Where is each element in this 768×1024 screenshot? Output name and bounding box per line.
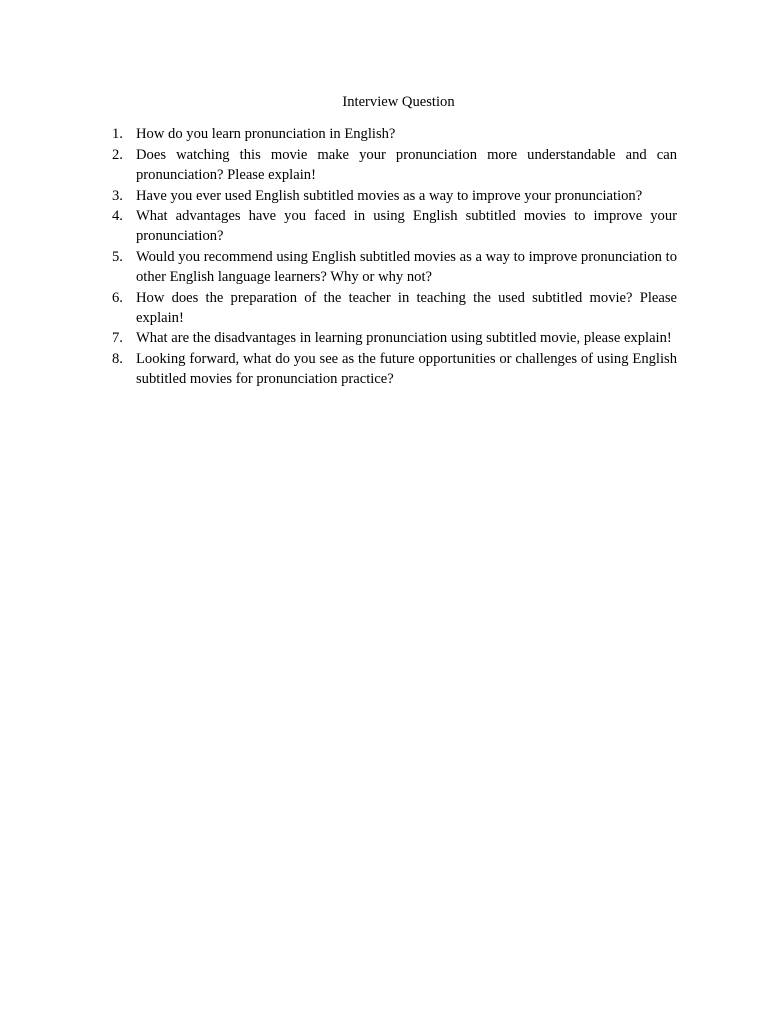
question-text: What are the disadvantages in learning pronunciation using subtitled movie, please explain!: [136, 330, 672, 347]
list-item: [112, 124, 677, 144]
list-item: [112, 206, 677, 247]
question-number: 6.: [112, 289, 123, 306]
question-text: Looking forward, what do you see as the future opportunities or challenges of using English subtitled movies for pronunciation practice?: [136, 350, 677, 388]
question-text: Does watching this movie make your pronunciation more understandable and can pronunciation? Please explain!: [136, 146, 677, 184]
question-number: 7.: [112, 330, 123, 347]
question-number: 3.: [112, 187, 123, 204]
question-number: 4.: [112, 208, 123, 225]
question-number: 5.: [112, 248, 123, 265]
question-list: [112, 124, 677, 389]
list-item: [112, 328, 677, 348]
list-item: [112, 145, 677, 186]
document-content: [112, 92, 677, 390]
page-title: Interview Question: [342, 94, 455, 110]
question-text: Have you ever used English subtitled movies as a way to improve your pronunciation?: [136, 187, 643, 204]
question-number: 2.: [112, 146, 123, 163]
question-number: 1.: [112, 126, 123, 143]
question-text: How does the preparation of the teacher in teaching the used subtitled movie? Please explain!: [136, 289, 677, 327]
question-text: Would you recommend using English subtitled movies as a way to improve pronunciation to other English language learners? Why or why not?: [136, 248, 677, 286]
question-text: What advantages have you faced in using English subtitled movies to improve your pronunciation?: [136, 208, 677, 245]
list-item: [112, 349, 677, 390]
question-number: 8.: [112, 350, 123, 367]
list-item: [112, 288, 677, 329]
list-item: [112, 186, 677, 206]
list-item: [112, 247, 677, 288]
question-text: How do you learn pronunciation in English?: [136, 126, 396, 143]
